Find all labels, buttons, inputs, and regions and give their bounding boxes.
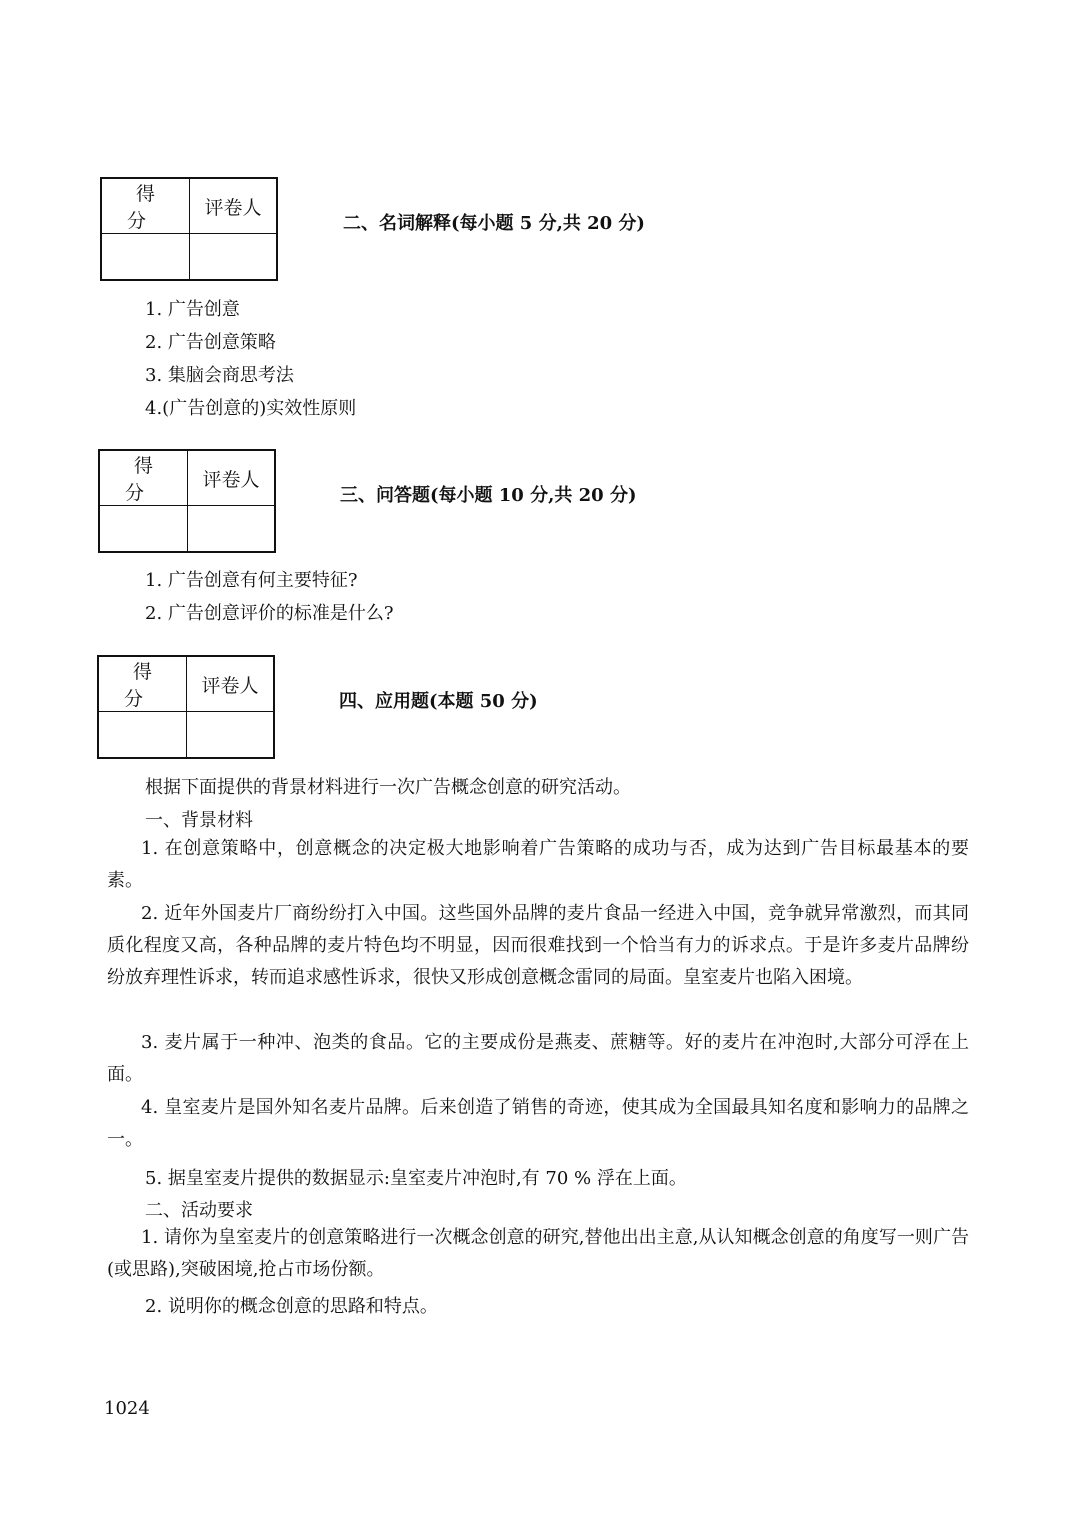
section3-item-1: 1. 广告创意有何主要特征? (145, 570, 358, 591)
section2-item-2: 2. 广告创意策略 (145, 332, 276, 353)
grader-cell (190, 234, 278, 281)
score-cell (101, 234, 190, 281)
score-box-section2 (100, 177, 278, 281)
section2-item-4: 4.(广告创意的)实效性原则 (145, 398, 357, 419)
section2-item-1: 1. 广告创意 (145, 299, 240, 320)
section4-intro: 根据下面提供的背景材料进行一次广告概念创意的研究活动。 (145, 777, 631, 798)
background-heading: 一、背景材料 (145, 810, 253, 831)
score-label: 得分 (101, 178, 190, 234)
section2-item-3: 3. 集脑会商思考法 (145, 365, 294, 386)
score-label: 得分 (98, 656, 187, 712)
score-box-section3 (98, 449, 276, 553)
section4-title: 四、应用题(本题 50 分) (339, 691, 538, 712)
score-label: 得分 (99, 450, 188, 506)
section2-title: 二、名词解释(每小题 5 分,共 20 分) (343, 213, 645, 234)
grader-cell (187, 712, 275, 759)
requirements-heading: 二、活动要求 (145, 1200, 253, 1221)
requirement-item-2: 2. 说明你的概念创意的思路和特点。 (145, 1296, 438, 1317)
grader-label: 评卷人 (187, 656, 275, 712)
background-item-2: 2. 近年外国麦片厂商纷纷打入中国。这些国外品牌的麦片食品一经进入中国，竞争就异常激烈，而其同质化程度又高，各种品牌的麦片特色均不明显，因而很难找到一个恰当有力的诉求点。于是许多麦片品牌纷纷放弃理性诉求，转而追求感性诉求，很快又形成创意概念雷同的局面。皇室麦片也陷入困境。 (107, 903, 969, 988)
grader-label: 评卷人 (190, 178, 278, 234)
grader-cell (188, 506, 276, 553)
background-item-3: 3. 麦片属于一种冲、泡类的食品。它的主要成份是燕麦、蔗糖等。好的麦片在冲泡时,大部分可浮在上面。 (107, 1032, 969, 1085)
background-item-1: 1. 在创意策略中，创意概念的决定极大地影响着广告策略的成功与否，成为达到广告目标最基本的要素。 (107, 838, 969, 891)
score-cell (98, 712, 187, 759)
background-item-5: 5. 据皇室麦片提供的数据显示:皇室麦片冲泡时,有 70 % 浮在上面。 (145, 1168, 687, 1189)
score-cell (99, 506, 188, 553)
section3-item-2: 2. 广告创意评价的标准是什么? (145, 603, 394, 624)
section3-title: 三、问答题(每小题 10 分,共 20 分) (340, 485, 637, 506)
background-item-4: 4. 皇室麦片是国外知名麦片品牌。后来创造了销售的奇迹，使其成为全国最具知名度和影响力的品牌之一。 (107, 1097, 969, 1150)
grader-label: 评卷人 (188, 450, 276, 506)
page-number: 1024 (104, 1398, 150, 1419)
requirement-item-1: 1. 请你为皇室麦片的创意策略进行一次概念创意的研究,替他出出主意,从认知概念创意的角度写一则广告(或思路),突破困境,抢占市场份额。 (107, 1227, 969, 1280)
score-box-section4 (97, 655, 275, 759)
